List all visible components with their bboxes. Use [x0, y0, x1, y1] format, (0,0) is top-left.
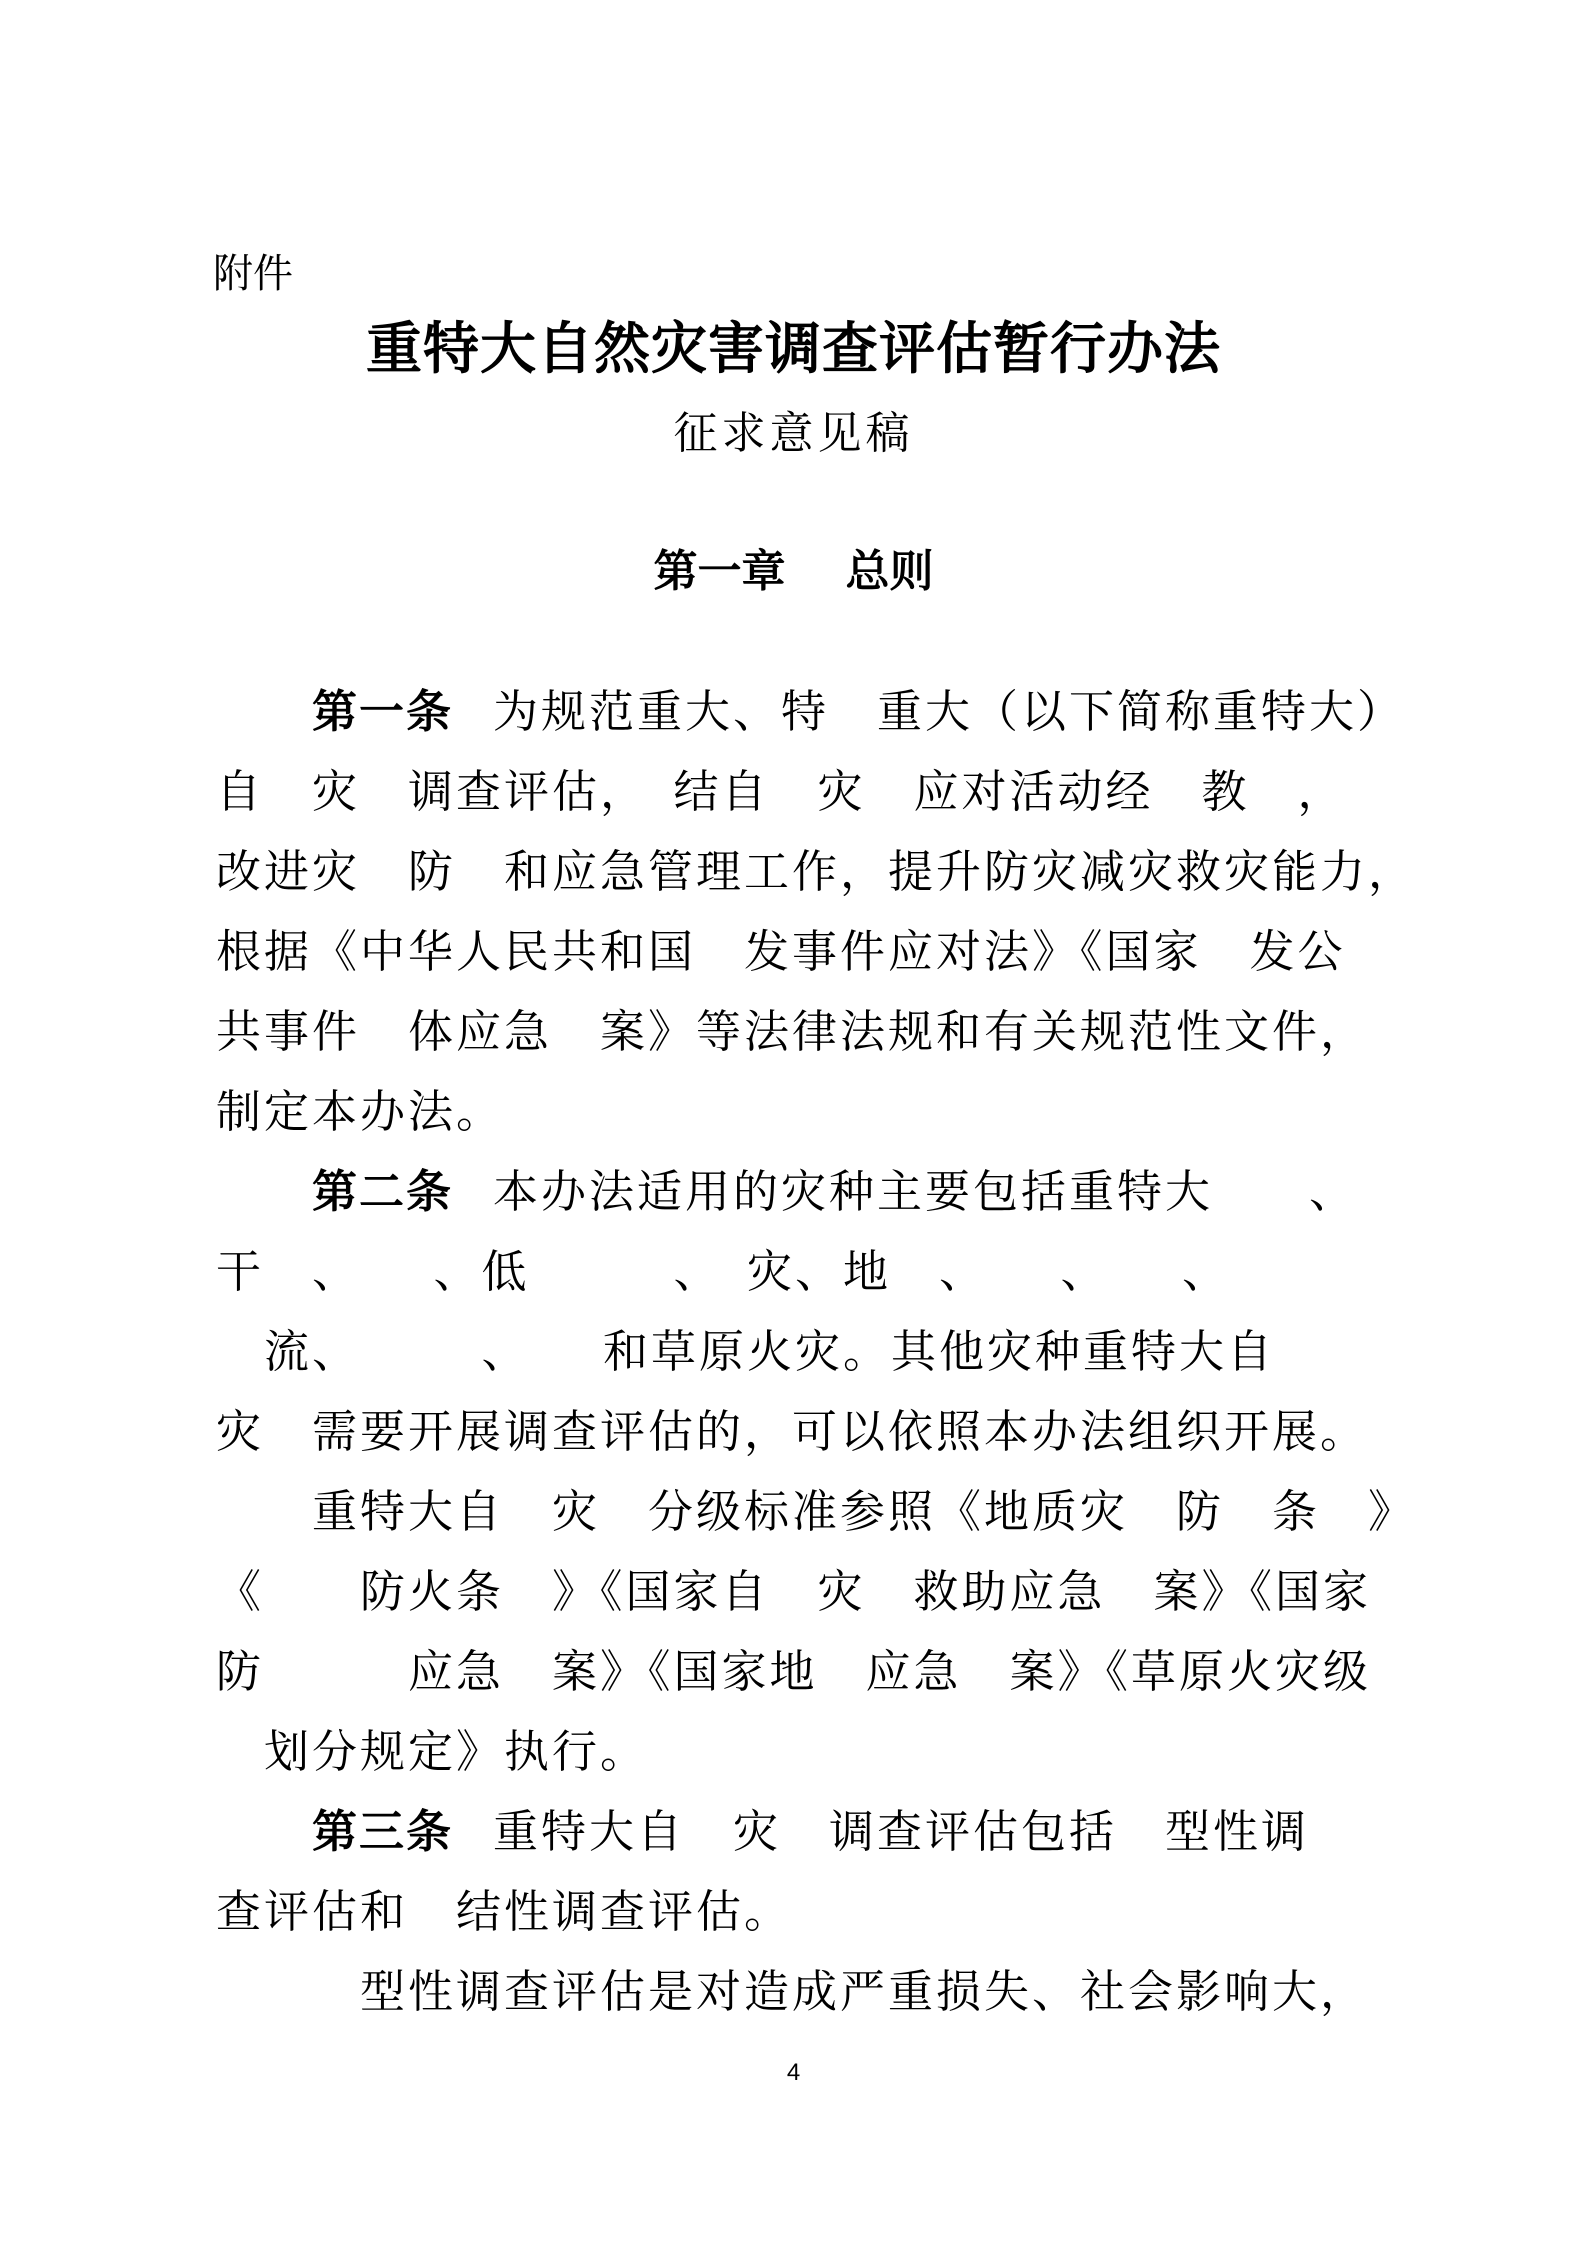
chapter-heading [0, 540, 1587, 604]
article-1-text-1: 为规范重大、特 重大（以下简称重特大） [493, 685, 1406, 738]
article-1-label: 第一条 [312, 685, 454, 738]
article-3-line-1 [312, 1799, 1309, 1865]
article-2-text-1: 本办法适用的灾种主要包括重特大 、 [493, 1165, 1358, 1218]
article-2-line-7: 防 应急 案》《国家地 应急 案》《草原火灾级 [216, 1645, 1372, 1698]
article-1-line-5: 共事件 体应急 案》等法律法规和有关规范性文件， [216, 1005, 1369, 1058]
article-2-line-8: 划分规定》执行。 [264, 1725, 649, 1778]
chapter-name: 总则 [845, 546, 934, 597]
article-3-label: 第三条 [312, 1805, 454, 1858]
page-number: 4 [786, 2059, 801, 2086]
article-2-line-2: 干 、 、低 、 灾、地 、 、 、 [216, 1245, 1231, 1298]
article-3-text-1: 重特大自 灾 调查评估包括 型性调 [493, 1805, 1310, 1858]
article-2-line-3: 流、 、 和草原火灾。其他灾种重特大自 [264, 1325, 1276, 1378]
article-2-line-6: 《 防火条 》《国家自 灾 救助应急 案》《国家 [216, 1565, 1372, 1618]
article-1-line-4: 根据《中华人民共和国 发事件应对法》《国家 发公 [216, 925, 1346, 978]
article-2-label: 第二条 [312, 1165, 454, 1218]
article-3-line-2: 查评估和 结性调查评估。 [216, 1885, 793, 1938]
article-1-line-6: 制定本办法。 [216, 1085, 505, 1138]
article-1-line-2: 自 灾 调查评估， 结自 灾 应对活动经 教 ， [216, 765, 1346, 818]
article-3-line-3: 型性调查评估是对造成严重损失、社会影响大， [360, 1965, 1369, 2018]
article-2-line-4: 灾 需要开展调查评估的，可以依照本办法组织开展。 [216, 1405, 1369, 1458]
article-1-line-1 [312, 679, 1405, 745]
article-1-line-3: 改进灾 防 和应急管理工作，提升防灾减灾救灾能力， [216, 845, 1417, 898]
article-2-line-5: 重特大自 灾 分级标准参照《地质灾 防 条 》 [312, 1485, 1417, 1538]
document-title: 重特大自然灾害调查评估暂行办法 [366, 317, 1221, 382]
chapter-number: 第一章 [653, 546, 786, 597]
document-subtitle: 征求意见稿 [673, 408, 914, 459]
attachment-label: 附件 [213, 251, 293, 297]
article-2-line-1 [312, 1159, 1357, 1225]
